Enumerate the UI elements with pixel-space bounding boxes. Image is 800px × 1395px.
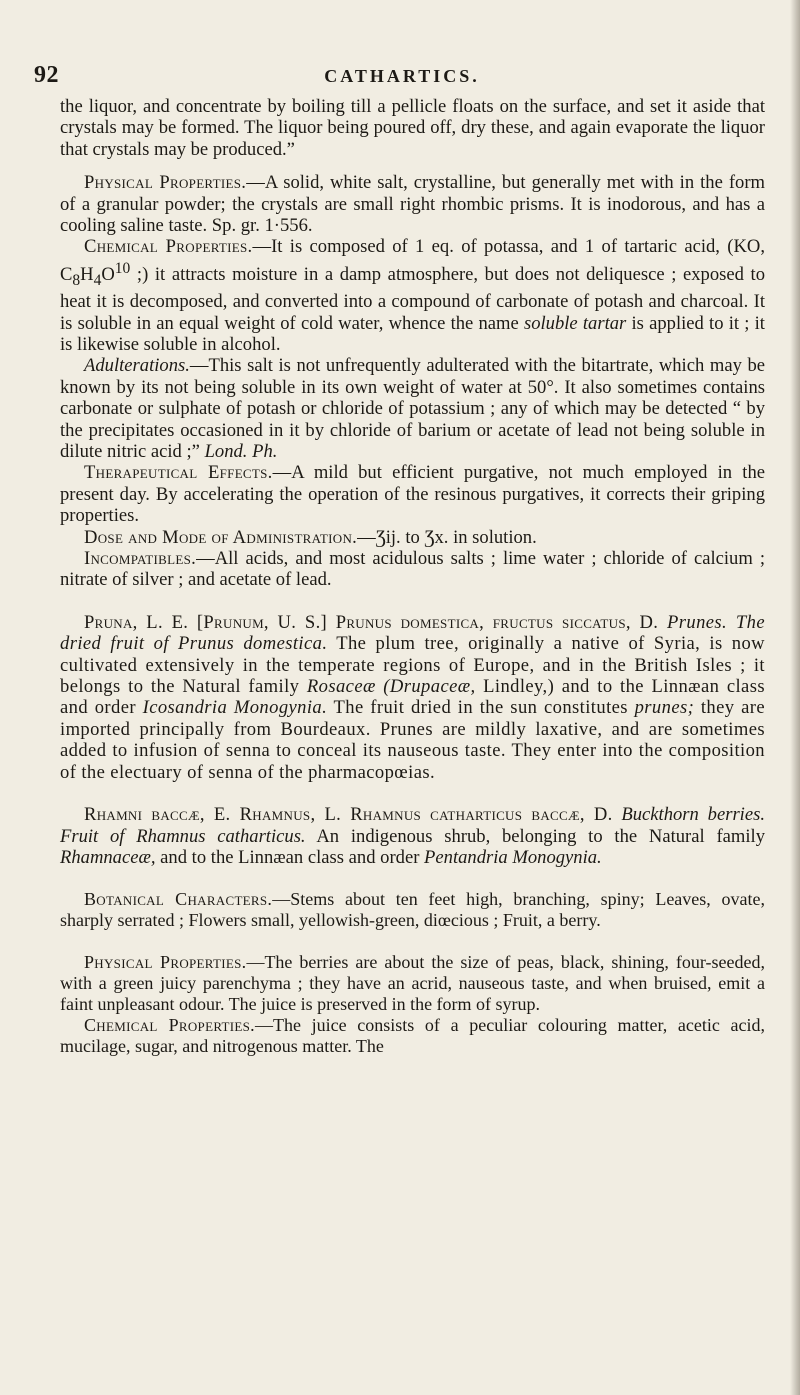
dose-text: —Ʒij. to Ʒx. in solution. <box>357 526 537 548</box>
soluble-tartar-term: soluble tartar <box>523 312 627 334</box>
formula-o: O <box>101 264 115 286</box>
chemical-text-3: is applied to it ; it is likewise soluble in alcohol. <box>60 312 765 355</box>
rhamni-chemical-text: —The juice consists of a peculiar colouring matter, acetic acid, mucilage, sugar, and nitrogenous matter. The <box>60 1015 765 1057</box>
rhamni-class-order: Pentandria Monogynia. <box>424 846 602 868</box>
running-title: CATHARTICS. <box>324 66 480 86</box>
botanical-characters-text: —Stems about ten feet high, branching, spiny; Leaves, ovate, sharply serrated ; Flowers small, yellowish-green, diœcious ; Fruit, a berry. <box>60 889 765 931</box>
pruna-entry <box>60 612 765 783</box>
page-edge-shadow <box>790 0 800 1395</box>
rhamni-description: Fruit of Rhamnus catharticus. <box>60 825 306 847</box>
pruna-common-name: Prunes. <box>666 611 728 633</box>
rhamni-physical-heading: Physical Properties. <box>84 952 247 973</box>
rhamni-physical-text: —The berries are about the size of peas, black, shining, four-seeded, with a green juicy parenchyma ; they have an acrid, nauseous taste, and when bruised, emit a faint unpleasant odour. The juice is preserved in the form of syrup. <box>60 952 766 1015</box>
pruna-family-alt: (Drupaceæ, <box>383 676 476 698</box>
page-number: 92 <box>34 62 59 88</box>
pruna-family: Rosaceæ <box>306 676 376 698</box>
adulterations-heading: Adulterations. <box>84 355 190 377</box>
rhamni-family: Rhamnaceæ, <box>60 846 156 868</box>
chemical-properties-paragraph <box>60 236 765 355</box>
rhamni-entry <box>60 804 765 868</box>
adulterations-source: Lond. Ph. <box>204 441 278 462</box>
chemical-properties-heading: Chemical Properties. <box>84 236 253 258</box>
rhamni-common-name: Buckthorn berries. <box>621 804 765 826</box>
pruna-description: The dried fruit of Prunus domestica. <box>60 611 765 655</box>
physical-properties-heading: Physical Properties. <box>84 172 247 194</box>
botanical-characters-heading: Botanical Characters. <box>84 889 273 910</box>
pruna-heading: Pruna, L. E. [Prunum, U. S.] Prunus domestica, fructus siccatus, D. <box>84 611 659 633</box>
pruna-class-order: Icosandria Monogynia. <box>142 697 328 719</box>
rhamni-chemical-paragraph <box>60 1015 765 1057</box>
adulterations-text: —This salt is not unfrequently adulterated with the bitartrate, which may be known by its not being soluble in its own weight of water at 50°. It also sometimes contains carbonate or sulphate of potash or chloride of potassium ; any of which may be detected “ by the precipitates occasioned in it by chloride of barium or acetate of lead not being soluble in dilute nitric acid ;” <box>60 355 765 462</box>
botanical-characters-paragraph <box>60 889 765 931</box>
page-header <box>34 62 770 92</box>
physical-properties-text: —A solid, white salt, crystalline, but generally met with in the form of a granular powder; the crystals are small right rhombic prisms. It is inodorous, and has a cooling saline taste. Sp. gr. 1·556. <box>60 172 765 237</box>
formula-o-superscript: 10 <box>114 259 131 277</box>
formula-c-subscript: 8 <box>72 271 81 289</box>
formula-h-subscript: 4 <box>93 271 102 289</box>
rhamni-text-2: and to the Linnæan class and order <box>155 846 425 868</box>
adulterations-paragraph <box>60 355 765 462</box>
preparation-continuation: the liquor, and concentrate by boiling till a pellicle floats on the surface, and set it aside that crystals may be formed. The liquor being poured off, dry these, and again evaporate the liquor that crystals may be produced.” <box>60 96 765 160</box>
page-body <box>60 96 765 1057</box>
rhamni-physical-paragraph <box>60 952 765 1015</box>
formula-h: H <box>80 264 94 286</box>
chemical-text-1: —It is composed of 1 eq. of potassa, and 1 of tartaric acid, (KO, C <box>60 236 765 286</box>
pruna-text-2: Lindley,) and to the Linnæan class and order <box>60 676 765 719</box>
incompatibles-text: —All acids, and most acidulous salts ; lime water ; chloride of calcium ; nitrate of silver ; and acetate of lead. <box>60 548 765 591</box>
rhamni-chemical-heading: Chemical Properties. <box>84 1015 255 1036</box>
pruna-text-1: The plum tree, originally a native of Syria, is now cultivated extensively in the temperate regions of Europe, and in the British Isles ; it belongs to the Natural family <box>60 633 765 698</box>
therapeutic-effects-heading: Therapeutical Effects. <box>84 462 273 484</box>
incompatibles-paragraph <box>60 548 765 591</box>
pruna-text-4: they are imported principally from Bourdeaux. Prunes are mildly laxative, and are sometimes added to infusion of senna to conceal its nauseous taste. They enter into the composition of the electuary of senna of the pharmacopœias. <box>60 697 766 783</box>
pruna-prunes-word: prunes; <box>634 697 695 719</box>
therapeutic-effects-text: —A mild but efficient purgative, not much employed in the present day. By accelerating the operation of the resinous purgatives, it corrects their griping properties. <box>60 462 766 527</box>
chemical-text-2: ;) it attracts moisture in a damp atmosphere, but does not deliquesce ; exposed to heat it is decomposed, and converted into a compound of carbonate of potash and charcoal. It is soluble in an equal weight of cold water, whence the name <box>60 264 765 334</box>
pruna-text-3: The fruit dried in the sun constitutes <box>327 697 635 719</box>
incompatibles-heading: Incompatibles. <box>84 548 197 570</box>
dose-heading: Dose and Mode of Administration. <box>84 526 358 548</box>
physical-properties-paragraph <box>60 172 765 236</box>
rhamni-heading: Rhamni baccæ, E. Rhamnus, L. Rhamnus catharticus baccæ, D. <box>84 804 613 826</box>
dose-paragraph <box>60 527 765 548</box>
rhamni-text-1: An indigenous shrub, belonging to the Natural family <box>305 825 765 847</box>
therapeutic-effects-paragraph <box>60 462 765 526</box>
